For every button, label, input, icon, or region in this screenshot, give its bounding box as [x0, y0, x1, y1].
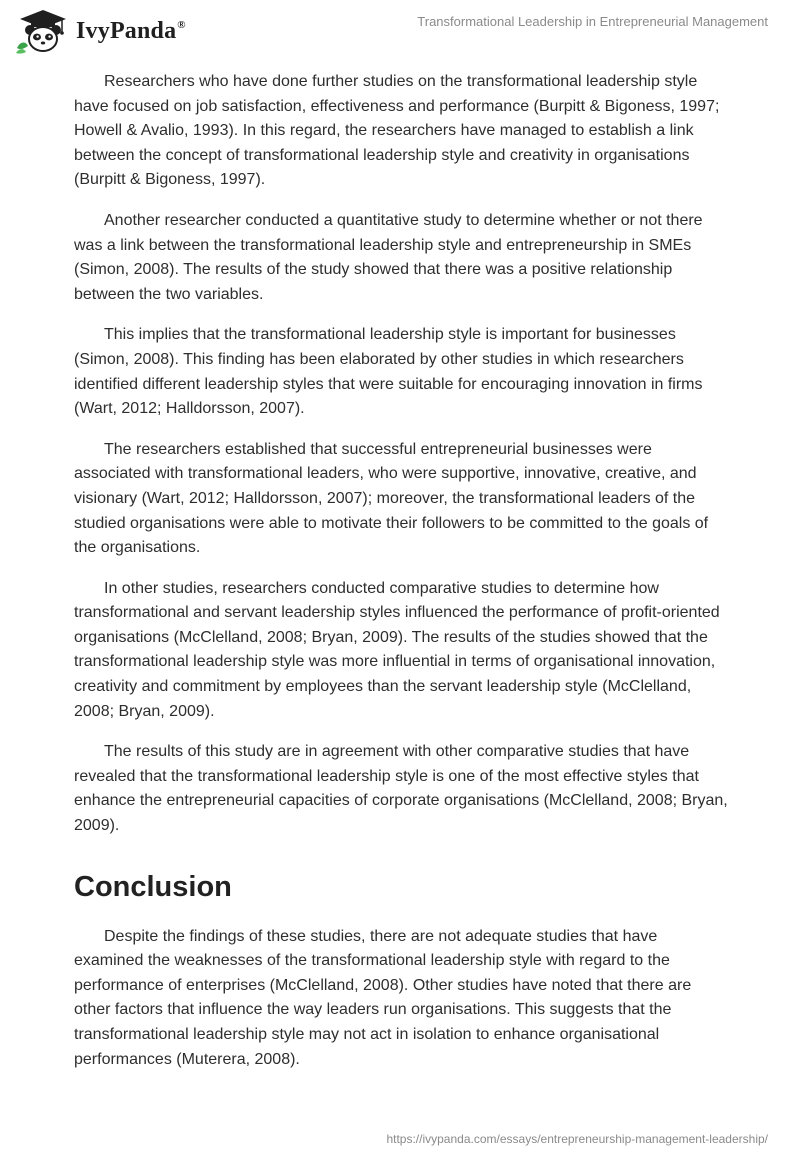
page-header — [0, 0, 800, 60]
conclusion-heading: Conclusion — [74, 870, 232, 903]
paragraph: This implies that the transformational leadership style is important for businesses (Simon, 2008). This finding has been elaborated by other studies in which researchers identified different leadership styles that were suitable for encouraging innovation in firms (Wart, 2012; Halldorsson, 2007). — [74, 326, 703, 418]
paragraph: The results of this study are in agreement with other comparative studies that have revealed that the transformational leadership style is one of the most effective styles that enhance the entrepreneurial capacities of corporate organisations (McClelland, 2008; Bryan, 2009). — [74, 743, 728, 835]
panda-graduate-icon — [14, 8, 72, 54]
paragraph: Another researcher conducted a quantitative study to determine whether or not there was a link between the transformational leadership style and entrepreneurship in SMEs (Simon, 2008). The results of the study showed that there was a positive relationship between the two variables. — [74, 211, 703, 303]
document-title: Transformational Leadership in Entrepreneurial Management — [417, 14, 768, 29]
brand-logo[interactable] — [14, 8, 186, 54]
paragraph: Researchers who have done further studies on the transformational leadership style have focused on job satisfaction, effectiveness and performance (Burpitt & Bigoness, 1997; Howell & Avalio, 1993). In this regard, the researchers have managed to establish a link between the concept of transformational leadership style and creativity in organisations (Burpitt & Bigoness, 1997). — [74, 73, 720, 189]
brand-name: IvyPanda® — [76, 17, 186, 44]
paragraph: In other studies, researchers conducted comparative studies to determine how transformational and servant leadership styles influenced the performance of profit-oriented organisations (McClelland, 2008; Bryan, 2009). The results of the studies showed that the transformational leadership style was more influential in terms of organisational innovation, creativity and commitment by employees than the servant leadership style (McClelland, 2008; Bryan, 2009). — [74, 579, 720, 720]
essay-body — [74, 70, 730, 1088]
conclusion-paragraph: Despite the findings of these studies, there are not adequate studies that have examined the weaknesses of the transformational leadership style with regard to the performance of enterprises (McClelland, 2008). Other studies have noted that there are other factors that influence the way leaders run organisations. This suggests that the transformational leadership style may not act in isolation to enhance organisational performances (Muterera, 2008). — [74, 927, 692, 1068]
registered-mark: ® — [177, 18, 186, 31]
paragraph: The researchers established that successful entrepreneurial businesses were associated with transformational leaders, who were supportive, innovative, creative, and visionary (Wart, 2012; Halldorsson, 2007); moreover, the transformational leaders of the studied organisations were able to motivate their followers to be committed to the goals of the organisations. — [74, 440, 709, 557]
source-url[interactable]: https://ivypanda.com/essays/entrepreneurship-management-leadership/ — [386, 1132, 768, 1146]
